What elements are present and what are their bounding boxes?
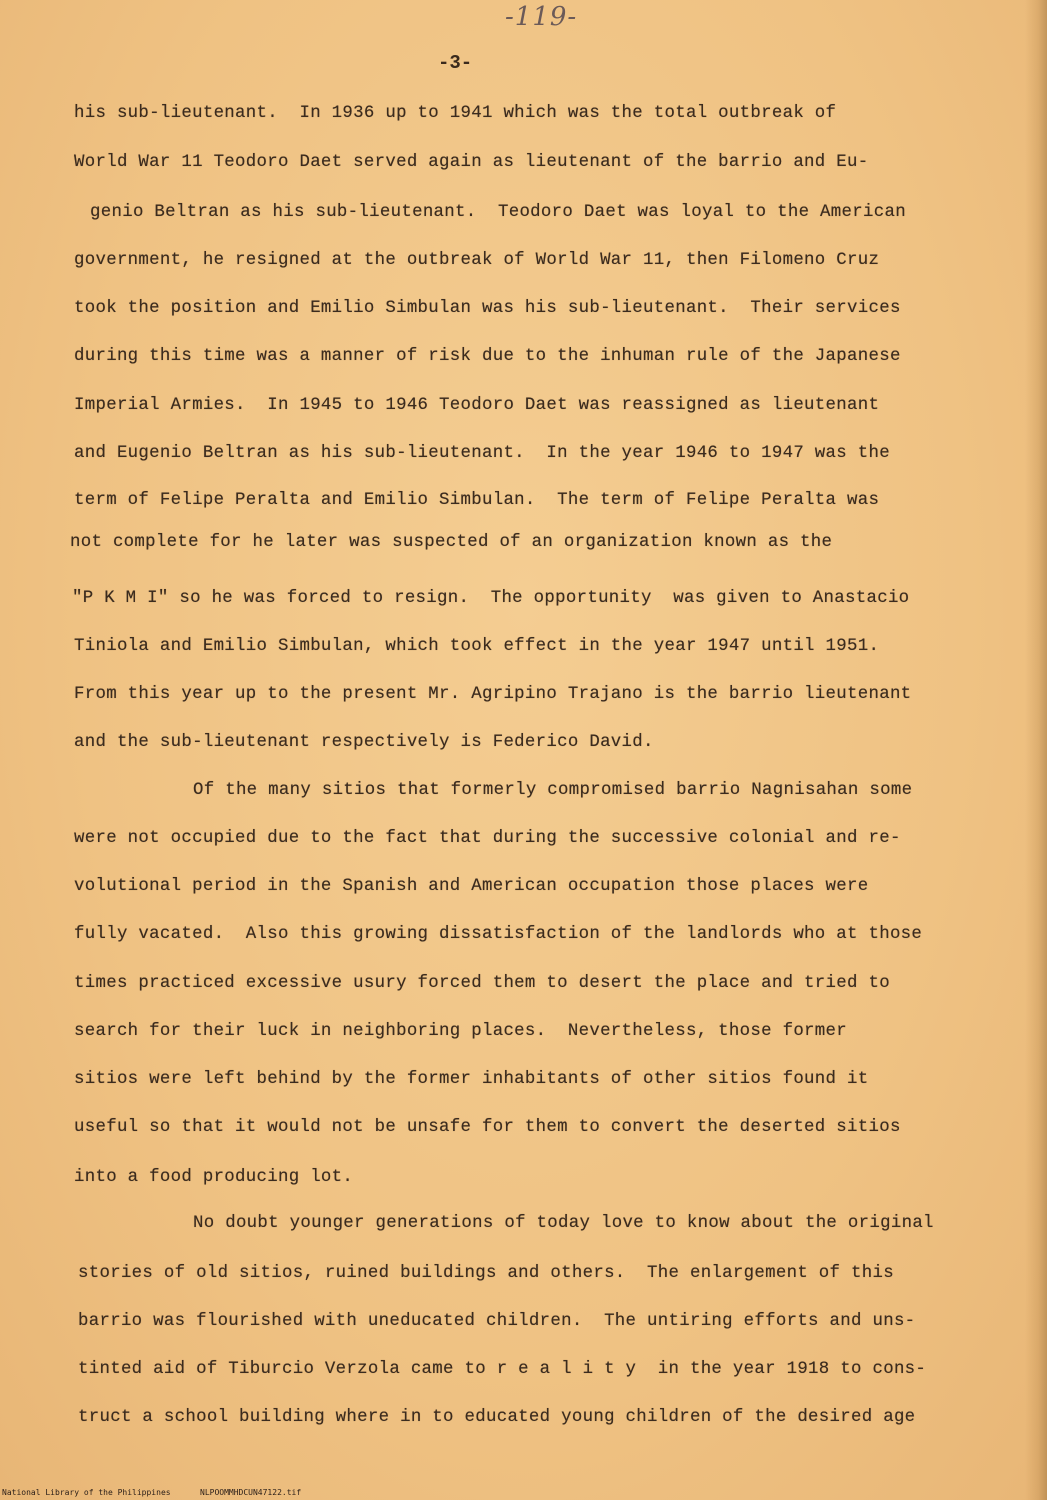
text-line: genio Beltran as his sub-lieutenant. Teodoro Daet was loyal to the American xyxy=(90,203,906,222)
text-line: Tiniola and Emilio Simbulan, which took effect in the year 1947 until 1951. xyxy=(74,637,880,656)
text-line: World War 11 Teodoro Daet served again as lieutenant of the barrio and Eu- xyxy=(74,153,869,172)
text-line: his sub-lieutenant. In 1936 up to 1941 which was the total outbreak of xyxy=(74,104,837,123)
text-line: "P K M I" so he was forced to resign. The opportunity was given to Anastacio xyxy=(72,589,910,608)
text-line: into a food producing lot. xyxy=(74,1168,354,1187)
text-line: Imperial Armies. In 1945 to 1946 Teodoro Daet was reassigned as lieutenant xyxy=(74,396,880,415)
text-line: during this time was a manner of risk due to the inhuman rule of the Japanese xyxy=(74,347,901,366)
page-number: -3- xyxy=(438,52,473,74)
paragraph-start-line: No doubt younger generations of today love to know about the original xyxy=(193,1214,934,1233)
text-line: fully vacated. Also this growing dissatisfaction of the landlords who at those xyxy=(74,925,923,944)
text-line: From this year up to the present Mr. Agripino Trajano is the barrio lieutenant xyxy=(74,685,912,704)
text-line: search for their luck in neighboring places. Nevertheless, those former xyxy=(74,1022,847,1041)
text-line: took the position and Emilio Simbulan was his sub-lieutenant. Their services xyxy=(74,299,901,318)
paragraph-start-line: Of the many sitios that formerly compromised barrio Nagnisahan some xyxy=(193,781,913,800)
text-line: useful so that it would not be unsafe for them to convert the deserted sitios xyxy=(74,1118,901,1137)
text-line: times practiced excessive usury forced them to desert the place and tried to xyxy=(74,974,890,993)
page-edge-shadow xyxy=(1025,0,1047,1500)
handwritten-folio-number: -119- xyxy=(505,2,578,32)
text-line: volutional period in the Spanish and American occupation those places were xyxy=(74,877,869,896)
text-line: stories of old sitios, ruined buildings and others. The enlargement of this xyxy=(78,1264,894,1283)
text-line: and Eugenio Beltran as his sub-lieutenant. In the year 1946 to 1947 was the xyxy=(74,444,890,463)
text-line: were not occupied due to the fact that during the successive colonial and re- xyxy=(74,829,901,848)
text-line: and the sub-lieutenant respectively is Federico David. xyxy=(74,733,654,752)
footer-filename: NLPOOMMHDCUN47122.tif xyxy=(200,1488,302,1497)
text-line: sitios were left behind by the former inhabitants of other sitios found it xyxy=(74,1070,869,1089)
text-line: not complete for he later was suspected of an organization known as the xyxy=(70,533,833,552)
footer-library-name: National Library of the Philippines xyxy=(2,1488,171,1497)
text-line: government, he resigned at the outbreak of World War 11, then Filomeno Cruz xyxy=(74,251,880,270)
text-line: barrio was flourished with uneducated children. The untiring efforts and uns- xyxy=(78,1312,916,1331)
text-line: tinted aid of Tiburcio Verzola came to r e a l i t y in the year 1918 to cons- xyxy=(78,1360,927,1379)
text-line: term of Felipe Peralta and Emilio Simbulan. The term of Felipe Peralta was xyxy=(74,491,880,510)
text-line: truct a school building where in to educated young children of the desired age xyxy=(78,1408,916,1427)
